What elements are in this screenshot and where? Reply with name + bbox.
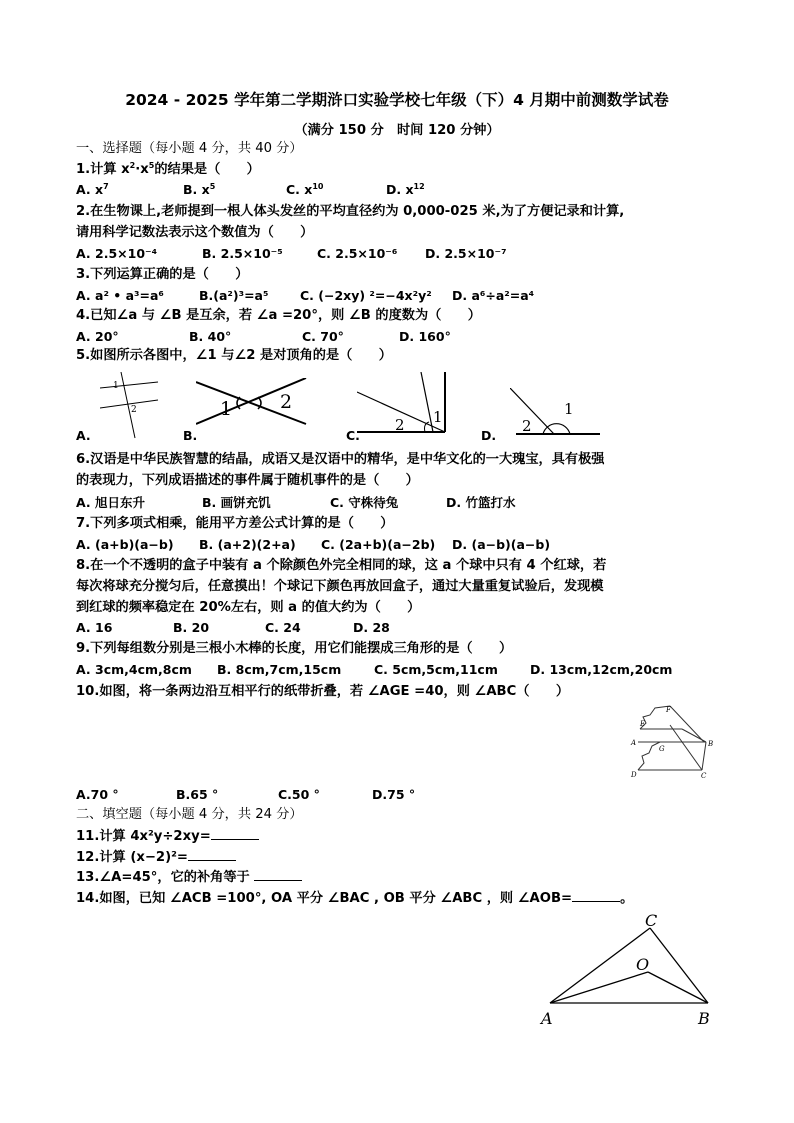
q3-option-b: B.(a²)³=a⁵ — [199, 288, 269, 303]
q13-answer-blank — [254, 868, 302, 881]
question-9-stem: 9.下列每组数分别是三根小木棒的长度，用它们能摆成三角形的是（ ） — [76, 641, 513, 656]
q1-option-a: A. $x^7$ — [76, 182, 109, 197]
q7-option-a: A. (a+b)(a−b) — [76, 537, 174, 552]
q6-option-d: D. 竹篮打水 — [446, 495, 516, 510]
q2-option-c: C. 2.5×10⁻⁶ — [317, 246, 398, 261]
q5-c-angle-1-label: 1 — [433, 408, 443, 426]
question-4-stem: 4.已知∠a 与 ∠B 是互余，若 ∠a =20°，则 ∠B 的度数为（ ） — [76, 308, 481, 323]
question-2-line-1: 2.在生物课上,老师提到一根人体头发丝的平均直径约为 0,000-025 米,为了方便记录和计算, — [76, 204, 625, 219]
q10-option-b: B.65 ° — [176, 787, 219, 802]
q3-option-a: A. a² • a³=a⁶ — [76, 288, 164, 303]
q6-option-c: C. 守株待兔 — [330, 495, 399, 510]
q8-option-b: B. 20 — [173, 620, 210, 635]
q6-option-a: A. 旭日东升 — [76, 495, 146, 510]
section-choice-heading: 一、选择题（每小题 4 分，共 40 分） — [76, 141, 303, 156]
q3-option-c: C. (−2xy) ²=−4x²y² — [300, 288, 432, 303]
q2-option-a: A. 2.5×10⁻⁴ — [76, 246, 158, 261]
q10-point-b-label: B — [708, 740, 714, 748]
question-8-line-2: 每次将球充分搅匀后，任意摸出！个球记下颜色再放回盒子，通过大量重复试验后，发现模 — [76, 579, 604, 594]
q1-option-b: B. $x^5$ — [183, 182, 216, 197]
q10-option-c: C.50 ° — [278, 787, 320, 802]
q5-figure-d — [510, 388, 602, 436]
q8-option-a: A. 16 — [76, 620, 113, 635]
q14-figure-triangle — [538, 910, 716, 1030]
question-6-line-2: 的表现力，下列成语描述的事件属于随机事件的是（ ） — [76, 473, 419, 488]
q8-option-d: D. 28 — [353, 620, 390, 635]
q9-option-d: D. 13cm,12cm,20cm — [530, 662, 673, 677]
q7-option-b: B. (a+2)(2+a) — [199, 537, 296, 552]
q9-option-c: C. 5cm,5cm,11cm — [374, 662, 498, 677]
q14-answer-blank — [572, 889, 620, 902]
q10-point-d-label: D — [631, 771, 637, 779]
q5-d-angle-1-label: 1 — [564, 400, 574, 418]
q5-option-d: D. — [481, 428, 497, 443]
q7-option-c: C. (2a+b)(a−2b) — [321, 537, 436, 552]
q14-point-a-label: A — [541, 1009, 553, 1028]
question-14: 14.如图，已知 ∠ACB =100°, OA 平分 ∠BAC , OB 平分 ∠ABC ，则 ∠AOB= 。 — [76, 891, 634, 906]
q4-option-a: A. 20° — [76, 329, 119, 344]
question-10-stem: 10.如图，将一条两边沿互相平行的纸带折叠，若 ∠AGE =40，则 ∠ABC（ ） — [76, 684, 570, 699]
q5-option-b: B. — [183, 428, 198, 443]
q2-option-d: D. 2.5×10⁻⁷ — [425, 246, 507, 261]
question-7-stem: 7.下列多项式相乘，能用平方差公式计算的是（ ） — [76, 516, 394, 531]
q1-option-d: D. $x^{12}$ — [386, 182, 425, 197]
q3-option-d: D. a⁶÷a²=a⁴ — [452, 288, 535, 303]
q12-answer-blank — [188, 848, 236, 861]
question-12: 12.计算 (x−2)²= — [76, 848, 236, 867]
q10-point-e-label: E — [640, 720, 646, 728]
exam-subtitle: （满分 150 分 时间 120 分钟） — [294, 123, 500, 138]
q9-option-a: A. 3cm,4cm,8cm — [76, 662, 192, 677]
q5-a-angle-2-label: 2 — [131, 405, 137, 415]
q14-point-c-label: C — [645, 911, 658, 930]
q5-d-angle-2-label: 2 — [522, 417, 532, 435]
q10-option-a: A.70 ° — [76, 787, 119, 802]
q14-point-b-label: B — [698, 1009, 710, 1028]
q5-figure-a — [100, 372, 160, 440]
q5-figure-c — [357, 372, 449, 434]
q8-option-c: C. 24 — [265, 620, 301, 635]
q6-option-b: B. 画饼充饥 — [202, 495, 271, 510]
q14-point-o-label: O — [636, 955, 650, 974]
q1-option-c: C. $x^{10}$ — [286, 182, 324, 197]
q10-point-a-label: A — [631, 739, 637, 747]
q5-figure-b — [196, 378, 316, 428]
section-fill-heading: 二、填空题（每小题 4 分，共 24 分） — [76, 807, 303, 822]
q4-option-d: D. 160° — [399, 329, 451, 344]
q11-answer-blank — [211, 827, 259, 840]
question-2-line-2: 请用科学记数法表示这个数值为（ ） — [76, 225, 314, 240]
q5-b-angle-2-label: 2 — [280, 391, 293, 413]
question-5-stem: 5.如图所示各图中，∠1 与∠2 是对顶角的是（ ） — [76, 348, 392, 363]
question-1-stem: 1.计算 $x^2\cdot x^5$的结果是（ ） — [76, 161, 260, 177]
question-13: 13.∠A=45°，它的补角等于 — [76, 868, 302, 887]
q10-point-f-label: F — [666, 706, 671, 714]
q2-option-b: B. 2.5×10⁻⁵ — [202, 246, 283, 261]
question-11: 11.计算 4x²y÷2xy= — [76, 827, 259, 846]
q4-option-c: C. 70° — [302, 329, 344, 344]
q10-point-g-label: G — [659, 745, 665, 753]
question-8-line-3: 到红球的频率稳定在 20%左右，则 a 的值大约为（ ） — [76, 600, 421, 615]
q5-option-c: C. — [346, 428, 360, 443]
question-8-line-1: 8.在一个不透明的盒子中装有 a 个除颜色外完全相同的球，这 a 个球中只有 4 个红球，若 — [76, 558, 607, 573]
q10-option-d: D.75 ° — [372, 787, 416, 802]
q5-b-angle-1-label: 1 — [220, 398, 233, 420]
q4-option-b: B. 40° — [189, 329, 232, 344]
question-3-stem: 3.下列运算正确的是（ ） — [76, 267, 249, 282]
q7-option-d: D. (a−b)(a−b) — [452, 537, 551, 552]
q10-point-c-label: C — [701, 772, 707, 780]
q10-figure-folded-strip — [626, 703, 722, 783]
question-6-line-1: 6.汉语是中华民族智慧的结晶，成语又是汉语中的精华，是中华文化的一大瑰宝，具有极强 — [76, 452, 605, 467]
q5-a-angle-1-label: 1 — [113, 381, 119, 391]
q5-c-angle-2-label: 2 — [395, 416, 405, 434]
q9-option-b: B. 8cm,7cm,15cm — [217, 662, 342, 677]
q5-option-a: A. — [76, 428, 91, 443]
exam-title: 2024 - 2025 学年第二学期浒口实验学校七年级（下）4 月期中前测数学试卷 — [125, 91, 669, 109]
